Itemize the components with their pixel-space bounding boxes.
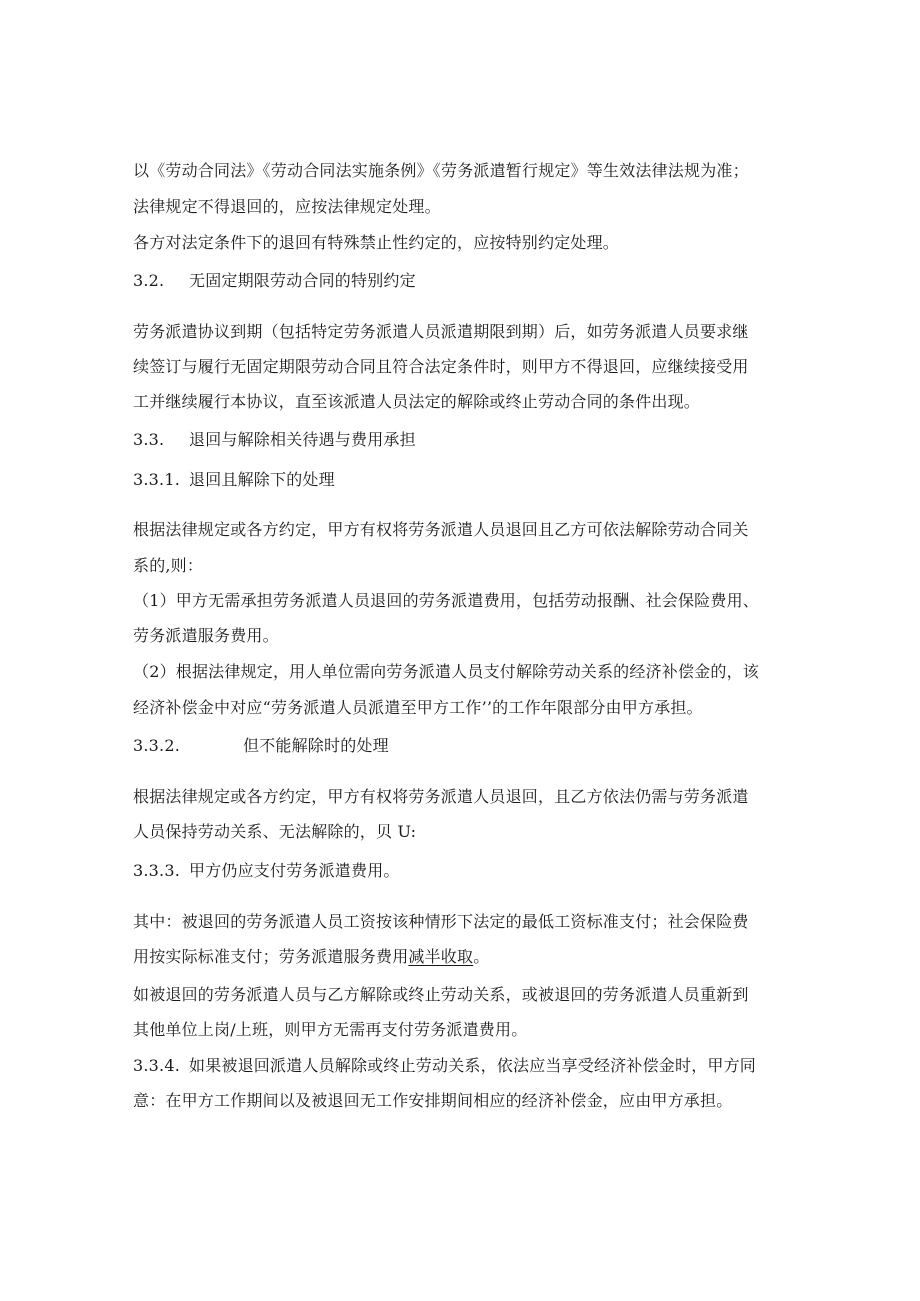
section-number: 3.3.2. (133, 736, 180, 755)
paragraph-line: 劳务派遣协议到期（包括特定劳务派遣人员派遣期限到期）后，如劳务派遣人员要求继 (133, 322, 749, 341)
paragraph-line: 续签订与履行无固定期限劳动合同且符合法定条件时，则甲方不得退回，应继续接受用 (133, 357, 749, 376)
section-heading-3-3-3 (133, 860, 400, 882)
section-title: 但不能解除时的处理 (243, 736, 389, 755)
section-title: 退回且解除下的处理 (189, 470, 335, 489)
paragraph-line: 系的,则： (133, 556, 204, 575)
underlined-text: 减半收取 (408, 947, 474, 966)
paragraph-line: 其中：被退回的劳务派遣人员工资按该种情形下法定的最低工资标准支付；社会保险费 (133, 912, 749, 931)
text-run: 用按实际标准支付；劳务派遣服务费用 (133, 947, 409, 966)
section-number: 3.3.3. (133, 861, 180, 880)
paragraph-line: 根据法律规定或各方约定，甲方有权将劳务派遣人员退回，且乙方依法仍需与劳务派遣 (133, 787, 749, 806)
paragraph-line: 工并继续履行本协议，直至该派遣人员法定的解除或终止劳动合同的条件出现。 (133, 392, 701, 411)
list-item-2-line: 经济补偿金中对应“劳务派遣人员派遣至甲方工作’’的工作年限部分由甲方承担。 (133, 698, 703, 717)
section-title: 甲方仍应支付劳务派遣费用。 (189, 861, 400, 880)
section-heading-3-2 (133, 270, 416, 292)
paragraph-line: 如被退回的劳务派遣人员与乙方解除或终止劳动关系，或被退回的劳务派遣人员重新到 (133, 985, 749, 1004)
paragraph-line: 意：在甲方工作期间以及被退回无工作安排期间相应的经济补偿金，应由甲方承担。 (133, 1091, 733, 1110)
paragraph-line: 法律规定不得退回的，应按法律规定处理。 (133, 197, 441, 216)
section-number: 3.3. (133, 430, 165, 449)
paragraph-line: 各方对法定条件下的退回有特殊禁止性约定的，应按特别约定处理。 (133, 233, 620, 252)
paragraph-line: 根据法律规定或各方约定，甲方有权将劳务派遣人员退回且乙方可依法解除劳动合同关 (133, 520, 749, 539)
paragraph-line: 人员保持劳动关系、无法解除的，贝 U: (133, 822, 417, 841)
section-heading-3-3-2 (133, 735, 389, 757)
paragraph-line: 其他单位上岗/上班，则甲方无需再支付劳务派遣费用。 (133, 1020, 528, 1039)
section-number: 3.2. (133, 271, 165, 290)
section-title: 无固定期限劳动合同的特别约定 (189, 271, 416, 290)
list-item-1-line: （1）甲方无需承担劳务派遣人员退回的劳务派遣费用，包括劳动报酬、社会保险费用、 (133, 591, 759, 610)
paragraph-line: 以《劳动合同法》《劳动合同法实施条例》《劳务派遣暂行规定》等生效法律法规为准； (133, 161, 749, 180)
section-heading-3-3-1 (133, 469, 335, 491)
list-item-1-line: 劳务派遣服务费用。 (133, 626, 279, 645)
section-title: 如果被退回派遣人员解除或终止劳动关系，依法应当享受经济补偿金时，甲方同 (189, 1056, 757, 1075)
list-item-2-line: （2）根据法律规定，用人单位需向劳务派遣人员支付解除劳动关系的经济补偿金的，该 (133, 662, 759, 681)
section-heading-3-3 (133, 429, 416, 451)
section-number: 3.3.4. (133, 1056, 180, 1075)
text-run: 。 (473, 947, 490, 966)
section-number: 3.3.1. (133, 470, 180, 489)
section-heading-3-3-4 (133, 1055, 756, 1077)
paragraph-line (133, 946, 489, 968)
section-title: 退回与解除相关待遇与费用承担 (189, 430, 416, 449)
